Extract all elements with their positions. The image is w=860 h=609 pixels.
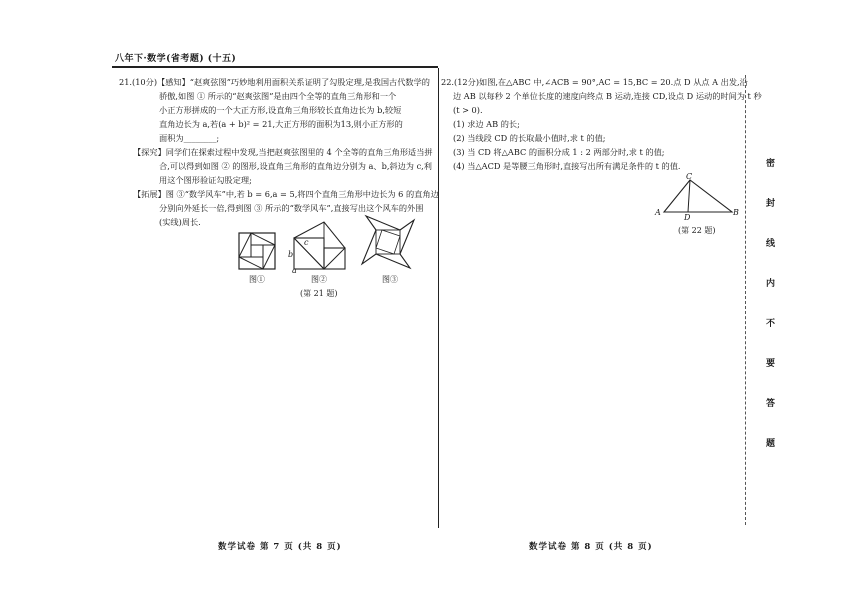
label-point-b: B xyxy=(733,208,739,217)
q22-line: 22.(12分)如图,在△ABC 中,∠ACB = 90°,AC = 15,BC = 20.点 D 从点 A 出发,沿 xyxy=(441,77,748,87)
q22-line: (3) 当 CD 将△ABC 的面积分成 1 : 2 两部分时,求 t 的值; xyxy=(453,147,665,157)
label-point-c: C xyxy=(686,172,693,181)
binding-notice-char: 线 xyxy=(766,239,776,249)
header-rule xyxy=(112,66,438,68)
q22-line: (2) 当线段 CD 的长取最小值时,求 t 的值; xyxy=(453,133,606,143)
q21-line: 合,可以得到如图 ② 的图形,设直角三角形的直角边分别为 a、b,斜边为 c,利 xyxy=(159,161,432,171)
q21-line: 直角边长为 a,若(a + b)² = 21,大正方形的面积为13,则小正方形的 xyxy=(159,119,403,129)
q22-line: 边 AB 以每秒 2 个单位长度的速度向终点 B 运动,连接 CD,设点 D 运动的时间为 t 秒 xyxy=(453,91,762,101)
binding-notice-char: 密 xyxy=(766,159,776,169)
q21-line: 【探究】同学们在探索过程中发现,当把赵爽弦图里的 4 个全等的直角三角形适当拼 xyxy=(133,147,433,157)
footer-page-7: 数学试卷 第 7 页 (共 8 页) xyxy=(218,542,342,552)
q22-line: (4) 当△ACD 是等腰三角形时,直接写出所有满足条件的 t 的值. xyxy=(453,161,681,171)
q21-line: 【拓展】图 ③“数学风车”中,若 b = 6,a = 5,将四个直角三角形中边长为 6 的直角边 xyxy=(133,189,439,199)
figure-22-caption: (第 22 题) xyxy=(678,226,716,235)
figure-2-label: 图② xyxy=(311,275,327,284)
q21-line: 分别向外延长一倍,得到图 ③ 所示的“数学风车”,直接写出这个风车的外围 xyxy=(159,203,424,213)
binding-notice-char: 要 xyxy=(766,359,776,369)
q22-line: (1) 求边 AB 的长; xyxy=(453,119,520,129)
figure-21-caption: (第 21 题) xyxy=(300,289,338,298)
figure-3-math-windmill xyxy=(360,214,416,270)
column-divider xyxy=(438,68,439,528)
q21-line: 骄傲,如图 ① 所示的“赵爽弦图”是由四个全等的直角三角形和一个 xyxy=(159,91,397,101)
binding-notice-char: 答 xyxy=(766,399,776,409)
figure-2-label-a: a xyxy=(292,266,297,275)
label-point-d: D xyxy=(684,213,691,222)
binding-notice-char: 不 xyxy=(766,319,776,329)
q21-line: 用这个图形验证勾股定理; xyxy=(159,175,252,185)
binding-notice-char: 内 xyxy=(766,279,776,289)
q21-line: 面积为________; xyxy=(159,133,220,143)
figure-1-zhao-shuang-diagram xyxy=(238,232,276,270)
q21-line: (实线)周长. xyxy=(159,217,201,227)
figure-2-diagram xyxy=(290,218,350,272)
figure-1-label: 图① xyxy=(249,275,265,284)
q21-line: 21.(10分)【感知】“赵爽弦图”巧妙地利用面积关系证明了勾股定理,是我国古代数学的 xyxy=(119,77,430,87)
q22-line: (t > 0). xyxy=(453,105,483,115)
figure-3-label: 图③ xyxy=(382,275,398,284)
footer-page-8: 数学试卷 第 8 页 (共 8 页) xyxy=(529,542,653,552)
figure-2-label-c: c xyxy=(304,238,309,247)
figure-2-label-b: b xyxy=(288,250,294,259)
q21-line: 小正方形拼成的一个大正方形,设直角三角形较长直角边长为 b,较短 xyxy=(159,105,402,115)
figure-22-triangle xyxy=(662,176,734,216)
binding-notice-char: 封 xyxy=(766,199,776,209)
binding-line xyxy=(745,75,746,525)
binding-notice-char: 题 xyxy=(766,439,776,449)
page-header: 八年下·数学(省考题) (十五) xyxy=(115,54,237,64)
label-point-a: A xyxy=(655,208,661,217)
